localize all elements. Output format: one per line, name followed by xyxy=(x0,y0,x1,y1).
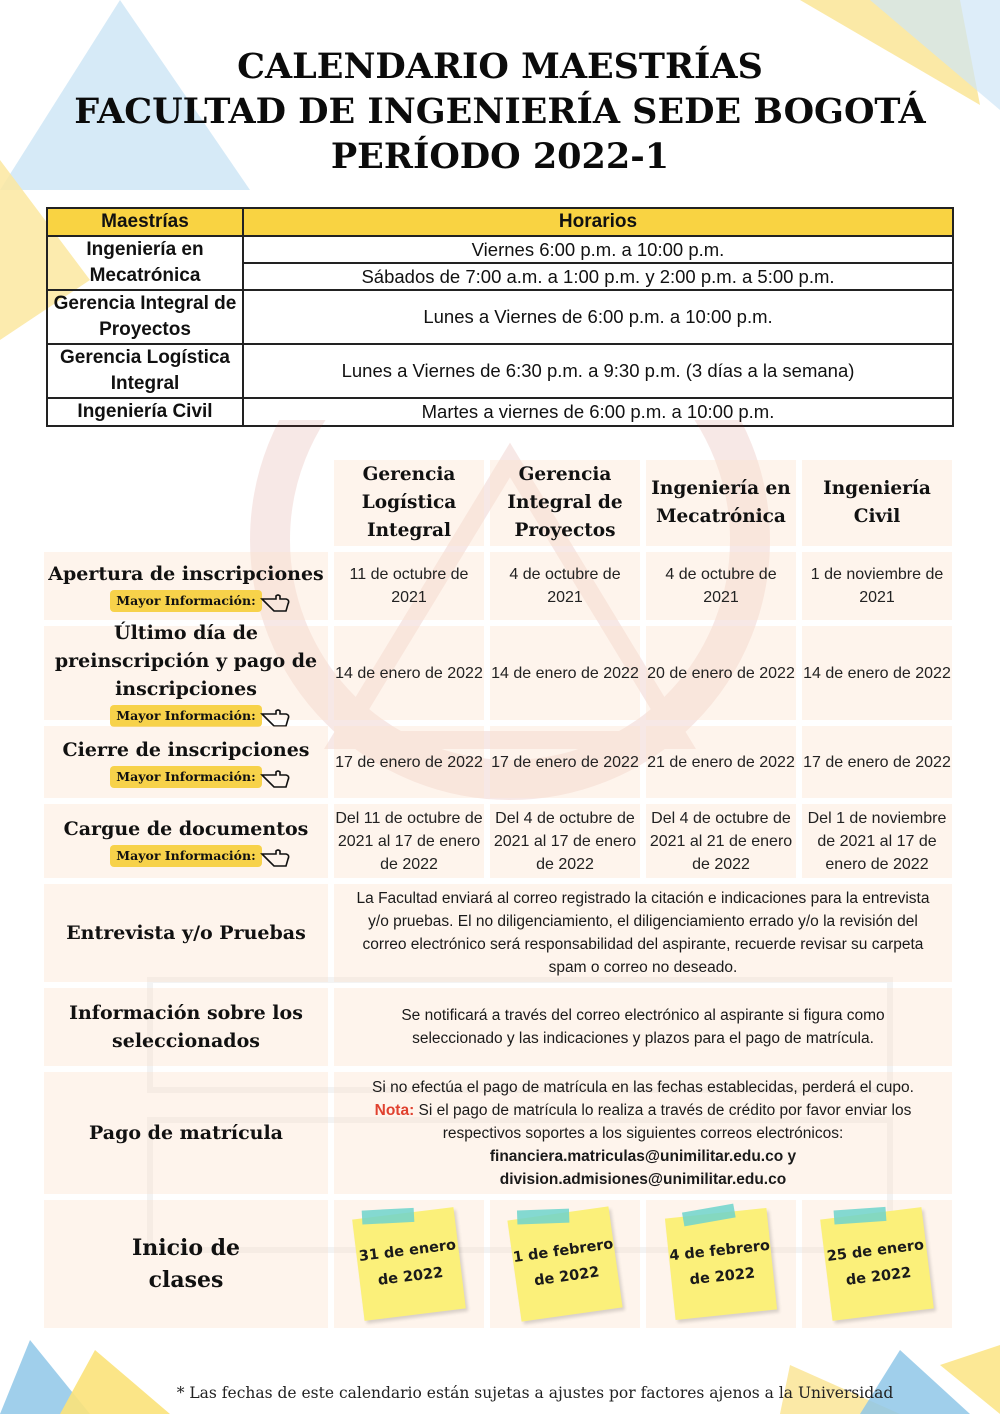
inicio-value: 1 de febrero de 2022 xyxy=(512,1236,615,1290)
row-label-inicio: Inicio de clases xyxy=(44,1200,328,1328)
row-label-ultimo-dia xyxy=(44,622,328,723)
row-label-text: Último día de preinscripción y pago de inscripciones xyxy=(54,622,318,700)
pago-text xyxy=(334,1072,952,1194)
apertura-value: 4 de octubre de 2021 xyxy=(490,552,640,620)
title-line-1: CALENDARIO MAESTRÍAS xyxy=(237,46,763,87)
more-info-label: Mayor Información: xyxy=(116,708,256,723)
apertura-value: 1 de noviembre de 2021 xyxy=(802,552,952,620)
row-label-text: Apertura de inscripciones xyxy=(48,563,324,585)
cierre-value: 17 de enero de 2022 xyxy=(802,726,952,798)
row-label-text: Cierre de inscripciones xyxy=(62,739,310,761)
more-info-button[interactable] xyxy=(110,590,261,612)
nota-text: Si el pago de matrícula lo realiza a través de crédito por favor enviar los respectivos soportes a los siguientes correos electrónicos: xyxy=(418,1101,912,1142)
schedule-table xyxy=(46,207,954,427)
schedule-program: Ingeniería Civil xyxy=(47,398,243,426)
schedule-hours: Lunes a Viernes de 6:30 p.m. a 9:30 p.m. (3 días a la semana) xyxy=(243,344,953,398)
ultimo-dia-value: 14 de enero de 2022 xyxy=(490,626,640,720)
apertura-value: 4 de octubre de 2021 xyxy=(646,552,796,620)
schedule-header-maestrias: Maestrías xyxy=(47,208,243,236)
cierre-value: 17 de enero de 2022 xyxy=(490,726,640,798)
tape xyxy=(362,1208,415,1225)
row-label-apertura xyxy=(44,552,328,620)
calendar-column-header: Gerencia Integral de Proyectos xyxy=(490,460,640,546)
pago-nota xyxy=(348,1099,938,1145)
email-financiera[interactable]: financiera.matriculas@unimilitar.edu.co y xyxy=(489,1147,797,1165)
pointing-hand-icon xyxy=(260,763,292,791)
title-line-3: PERÍODO 2022-1 xyxy=(330,136,670,177)
tape xyxy=(517,1209,569,1225)
calendar-column-header: Ingeniería Civil xyxy=(802,460,952,546)
calendar-column-header: Ingeniería en Mecatrónica xyxy=(646,460,796,546)
more-info-button[interactable] xyxy=(110,845,261,867)
schedule-row xyxy=(47,398,953,426)
schedule-row xyxy=(47,236,953,263)
tape xyxy=(682,1204,736,1227)
schedule-program: Ingeniería en Mecatrónica xyxy=(47,236,243,290)
calendar-column-header: Gerencia Logística Integral xyxy=(334,460,484,546)
sticky-note xyxy=(352,1207,466,1321)
row-label-seleccionados: Información sobre los seleccionados xyxy=(44,988,328,1066)
row-label-entrevista: Entrevista y/o Pruebas xyxy=(44,884,328,982)
entrevista-text: La Facultad enviará al correo registrado la citación e indicaciones para la entrevista y/o pruebas. El no diligenciamiento, el diligenciamiento errado y/o la revisión del correo electrónico será responsabilidad del aspirante, recuerde revisar su carpeta spam o correo no deseado. xyxy=(334,884,952,982)
more-info-label: Mayor Información: xyxy=(116,769,256,784)
schedule-program: Gerencia Logística Integral xyxy=(47,344,243,398)
more-info-label: Mayor Información: xyxy=(116,593,256,608)
more-info-label: Mayor Información: xyxy=(116,848,256,863)
schedule-hours: Martes a viernes de 6:00 p.m. a 10:00 p.m. xyxy=(243,398,953,426)
schedule-header-row xyxy=(47,208,953,236)
schedule-row xyxy=(47,344,953,398)
cierre-value: 17 de enero de 2022 xyxy=(334,726,484,798)
tape xyxy=(834,1207,887,1225)
title-line-2: FACULTAD DE INGENIERÍA SEDE BOGOTÁ xyxy=(74,91,926,132)
inicio-cell xyxy=(802,1200,952,1328)
schedule-hours: Sábados de 7:00 a.m. a 1:00 p.m. y 2:00 p.m. a 5:00 p.m. xyxy=(243,263,953,290)
sticky-note xyxy=(507,1206,622,1321)
cargue-value: Del 4 de octubre de 2021 al 17 de enero de 2022 xyxy=(490,804,640,878)
schedule-row xyxy=(47,290,953,344)
schedule-program: Gerencia Integral de Proyectos xyxy=(47,290,243,344)
cierre-value: 21 de enero de 2022 xyxy=(646,726,796,798)
inicio-cell xyxy=(334,1200,484,1328)
cargue-value: Del 11 de octubre de 2021 al 17 de enero de 2022 xyxy=(334,804,484,878)
pago-text-line: Si no efectúa el pago de matrícula en las fechas establecidas, perderá el cupo. xyxy=(372,1078,914,1096)
row-label-cierre xyxy=(44,726,328,798)
apertura-value: 11 de octubre de 2021 xyxy=(334,552,484,620)
inicio-value: 31 de enero de 2022 xyxy=(358,1237,457,1289)
sticky-note xyxy=(820,1207,934,1321)
schedule-hours: Lunes a Viernes de 6:00 p.m. a 10:00 p.m. xyxy=(243,290,953,344)
more-info-button[interactable] xyxy=(110,705,261,727)
inicio-cell xyxy=(490,1200,640,1328)
cargue-value: Del 4 de octubre de 2021 al 21 de enero de 2022 xyxy=(646,804,796,878)
schedule-header-horarios: Horarios xyxy=(243,208,953,236)
footnote: * Las fechas de este calendario están sujetas a ajustes por factores ajenos a la Universidad xyxy=(176,1384,894,1402)
pointing-hand-icon xyxy=(260,842,292,870)
ultimo-dia-value: 14 de enero de 2022 xyxy=(802,626,952,720)
decor-triangles-bottom-left xyxy=(0,1340,180,1414)
schedule-hours: Viernes 6:00 p.m. a 10:00 p.m. xyxy=(243,236,953,263)
row-label-pago: Pago de matrícula xyxy=(44,1072,328,1194)
ultimo-dia-value: 20 de enero de 2022 xyxy=(646,626,796,720)
row-label-cargue xyxy=(44,804,328,878)
nota-label: Nota: xyxy=(374,1101,415,1119)
row-label-text: Cargue de documentos xyxy=(63,818,309,840)
pointing-hand-icon xyxy=(260,587,292,615)
decor-triangles-bottom-right xyxy=(780,1345,1000,1414)
inicio-value: 25 de enero de 2022 xyxy=(826,1237,925,1289)
page-title xyxy=(0,44,1000,179)
cargue-value: Del 1 de noviembre de 2021 al 17 de enero de 2022 xyxy=(802,804,952,878)
ultimo-dia-value: 14 de enero de 2022 xyxy=(334,626,484,720)
email-admisiones[interactable]: division.admisiones@unimilitar.edu.co xyxy=(499,1170,787,1188)
sticky-note xyxy=(665,1208,777,1320)
seleccionados-text: Se notificará a través del correo electrónico al aspirante si figura como seleccionado y las indicaciones y plazos para el pago de matrícula. xyxy=(334,988,952,1066)
more-info-button[interactable] xyxy=(110,766,261,788)
inicio-cell xyxy=(646,1200,796,1328)
inicio-value: 4 de febrero de 2022 xyxy=(668,1237,771,1289)
